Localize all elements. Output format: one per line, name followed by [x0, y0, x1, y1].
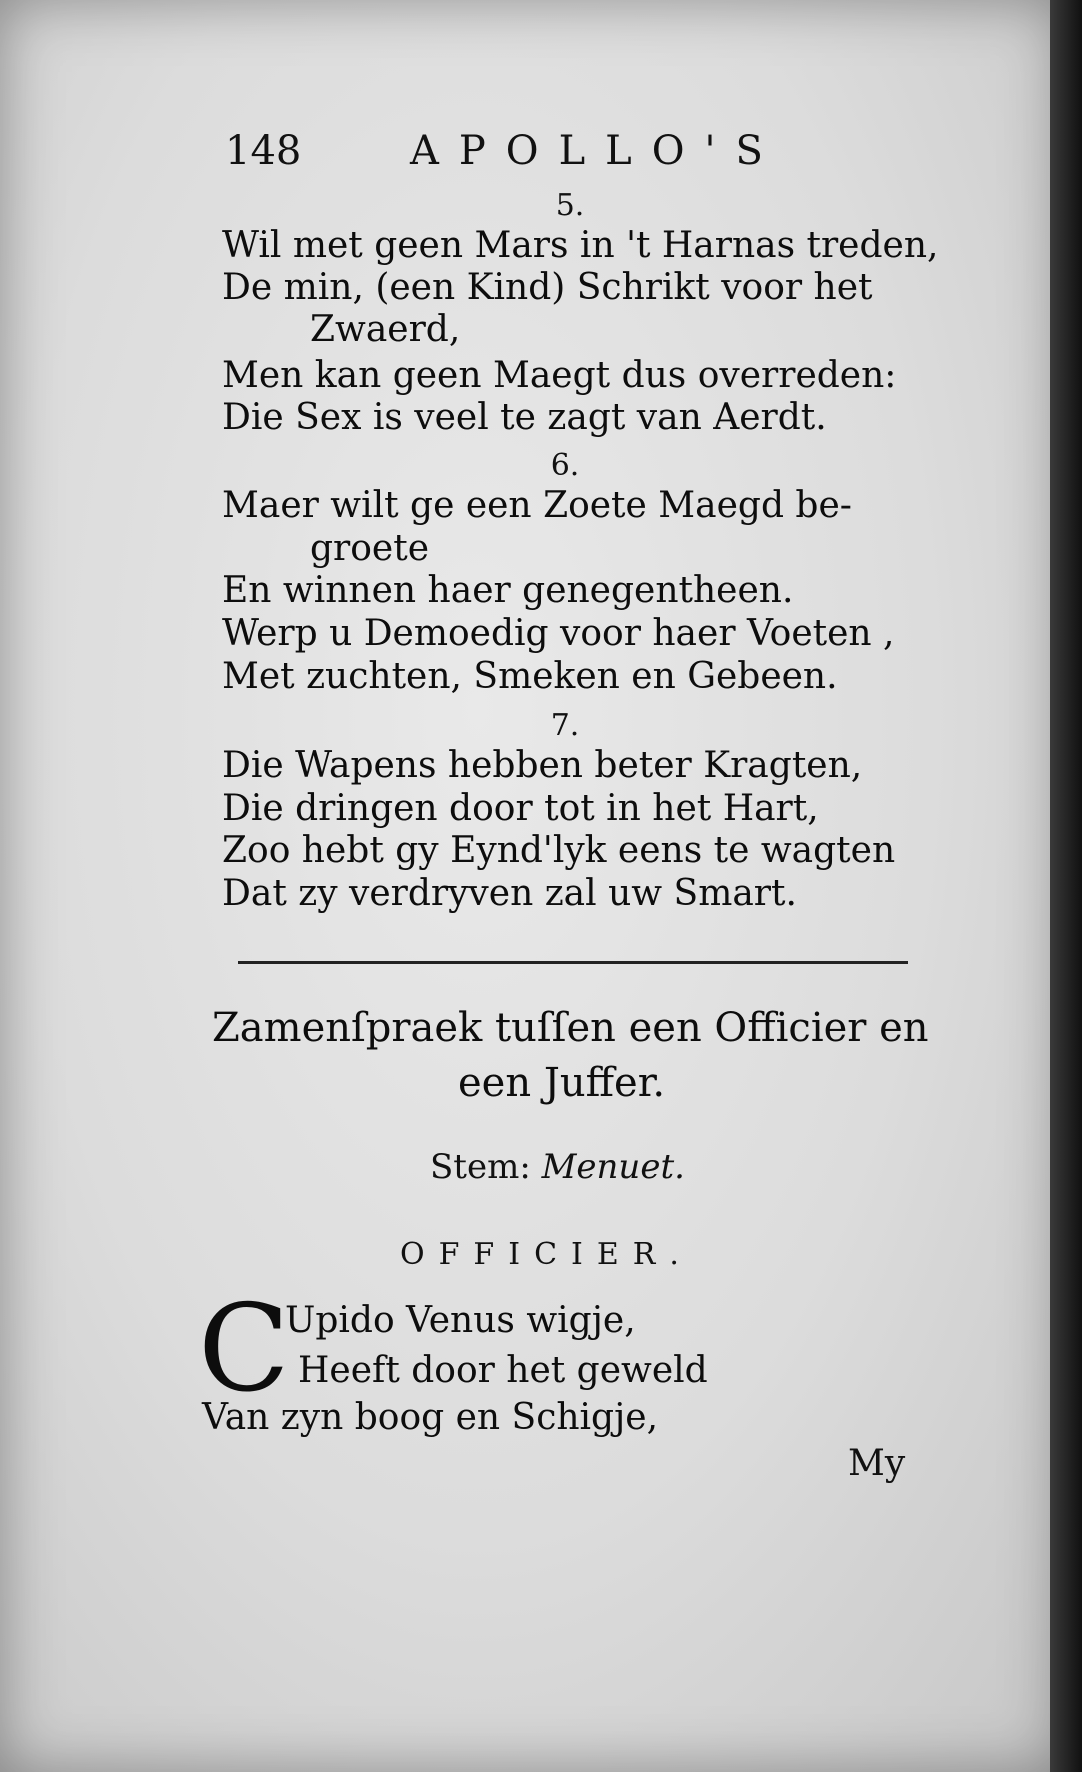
running-header — [225, 128, 985, 178]
poem-line: Met zuchten, Smeken en Gebeen. — [222, 656, 838, 697]
poem-line: Die Sex is veel te zagt van Aerdt. — [222, 397, 827, 438]
page-number: 148 — [225, 128, 302, 174]
song-line: Van zyn boog en Schigje, — [202, 1397, 659, 1438]
poem-line: Wil met geen Mars in 't Harnas treden, — [222, 225, 939, 266]
running-title: APOLLO'S — [410, 128, 783, 174]
drop-cap: C — [198, 1280, 290, 1419]
poem-line: Men kan geen Maegt dus overreden: — [222, 355, 897, 396]
poem-line: Maer wilt ge een Zoete Maegd be- — [222, 485, 852, 526]
poem-line: Werp u Demoedig voor haer Voeten , — [222, 613, 895, 654]
tune-name: Menuet. — [541, 1147, 685, 1187]
song-line: Heeft door het geweld — [298, 1350, 708, 1391]
book-spine — [1050, 0, 1082, 1772]
song-title-line-1: Zamenſpraek tuſſen een Officier en — [212, 1005, 929, 1051]
poem-line: Die dringen door tot in het Hart, — [222, 788, 819, 829]
song-title-line-2: een Juffer. — [458, 1060, 666, 1106]
poem-line: Zwaerd, — [310, 309, 461, 350]
poem-line: groete — [310, 528, 430, 569]
song-line: Upido Venus wigje, — [285, 1300, 636, 1341]
stanza-number-7: 7. — [550, 708, 580, 743]
stanza-number-5: 5. — [555, 188, 585, 223]
poem-line: En winnen haer genegentheen. — [222, 570, 794, 611]
poem-line: Die Wapens hebben beter Kragten, — [222, 745, 863, 786]
poem-line: Zoo hebt gy Eynd'lyk eens te wagten — [222, 830, 896, 871]
poem-line: Dat zy verdryven zal uw Smart. — [222, 873, 797, 914]
speaker-name: OFFICIER. — [400, 1237, 693, 1272]
poem-line: De min, (een Kind) Schrikt voor het — [222, 267, 873, 308]
stanza-number-6: 6. — [550, 448, 580, 483]
catchword: My — [848, 1443, 906, 1484]
tune-label: Stem: — [430, 1147, 531, 1187]
section-divider — [238, 961, 908, 964]
tune-indication — [430, 1147, 685, 1187]
